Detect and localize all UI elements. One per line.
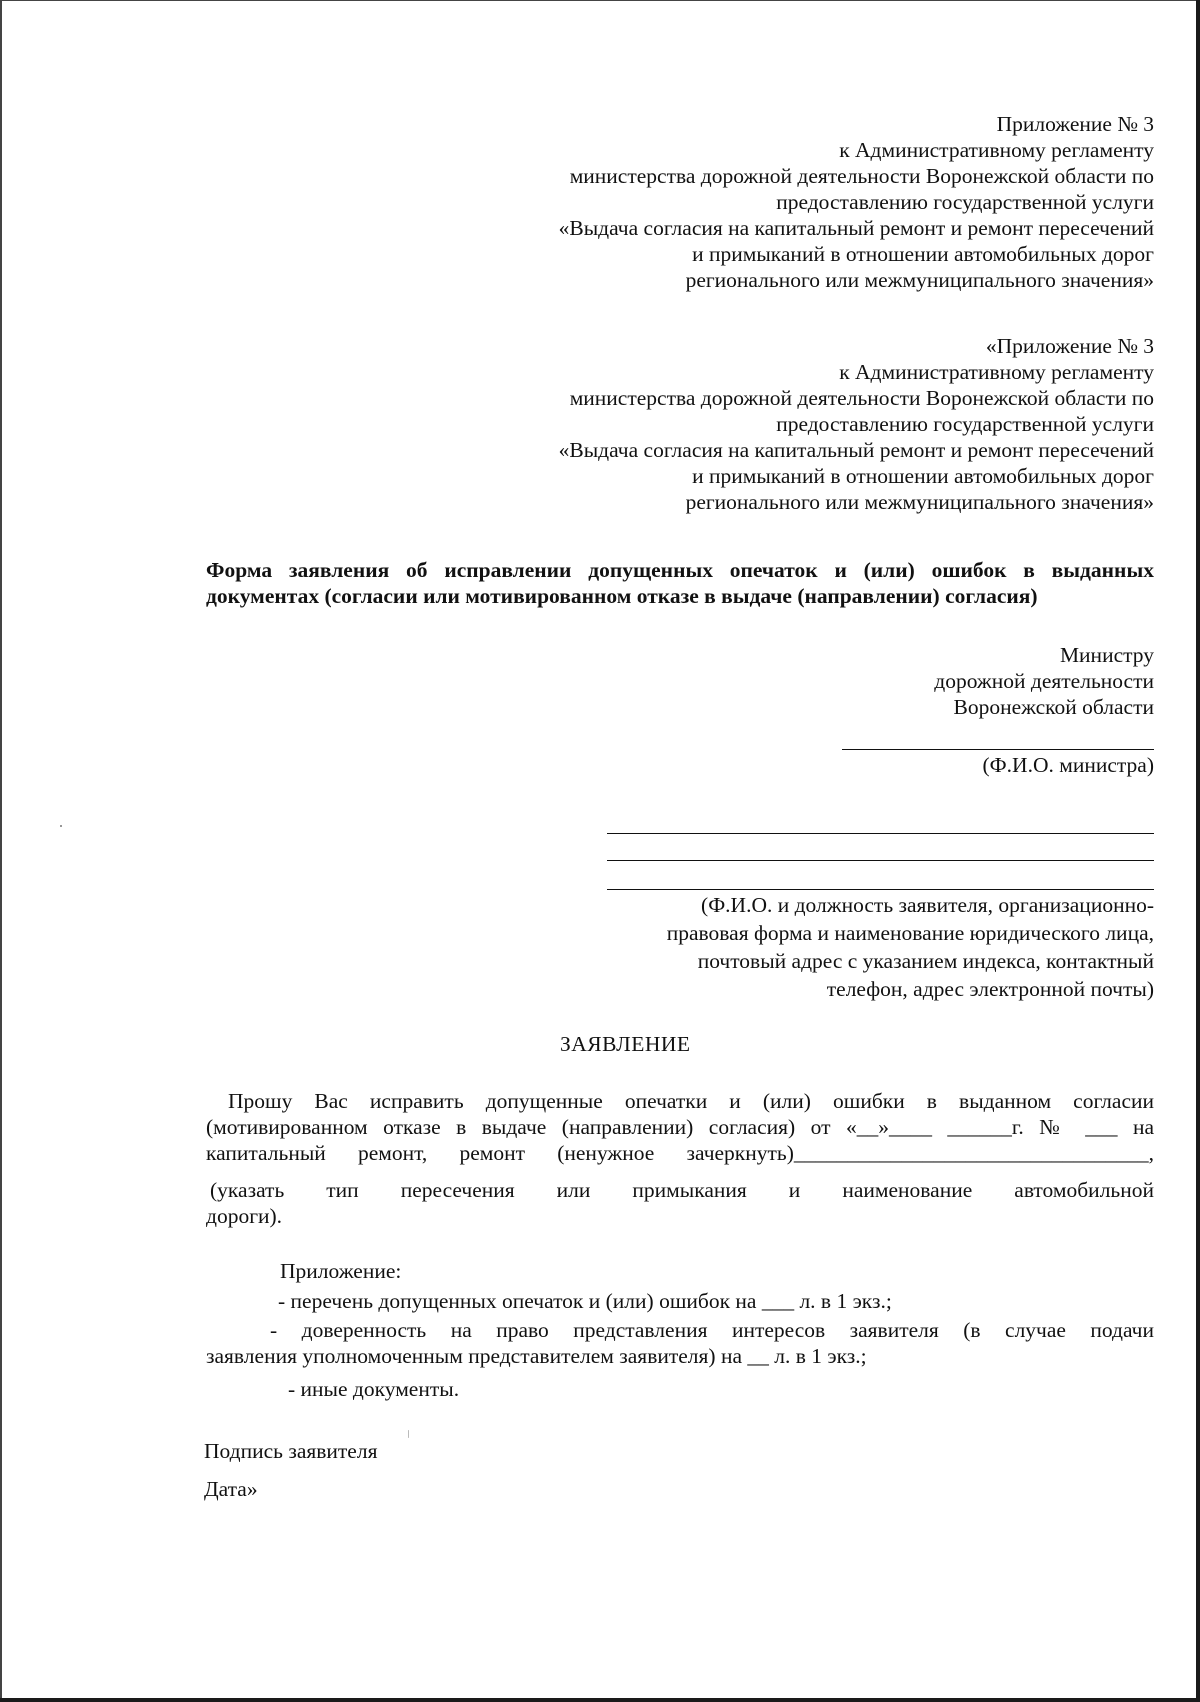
appendix-reference-line: к Административному регламенту <box>839 360 1154 384</box>
applicant-caption-line: правовая форма и наименование юридического лица, <box>666 921 1154 945</box>
appendix-reference-line: и примыканий в отношении автомобильных дорог <box>692 464 1154 488</box>
attachment-item <box>206 1317 1154 1369</box>
paragraph-line: Прошу Вас исправить допущенные опечатки и (или) ошибки в выданном согласии <box>228 1089 1154 1113</box>
scan-border-right <box>1196 0 1200 1702</box>
appendix-reference-line: «Выдача согласия на капитальный ремонт и ремонт пересечений <box>558 438 1154 462</box>
scan-border-bottom <box>0 1698 1200 1702</box>
appendix-reference-line: регионального или межмуниципального значения» <box>685 268 1154 292</box>
minister-name-field-line <box>842 749 1154 750</box>
paragraph-line: дороги). <box>206 1204 283 1228</box>
addressee-line: Воронежской области <box>953 695 1154 719</box>
appendix-reference-line: и примыканий в отношении автомобильных дорог <box>692 242 1154 266</box>
form-title <box>206 557 1154 609</box>
paragraph-line: (мотивированном отказе в выдаче (направлении) согласия) от «__»____ ______г. № ___ на <box>206 1115 1154 1139</box>
form-title-line: Форма заявления об исправлении допущенных опечаток и (или) ошибок в выданных <box>206 558 1154 582</box>
appendix-reference-line: регионального или межмуниципального значения» <box>685 490 1154 514</box>
addressee-block <box>700 642 1154 720</box>
type-paragraph <box>206 1177 1154 1229</box>
paragraph-line: (указать тип пересечения или примыкания и наименование автомобильной <box>210 1178 1154 1202</box>
appendix-reference-line: к Административному регламенту <box>839 138 1154 162</box>
appendix-reference-line: предоставлению государственной услуги <box>776 412 1154 436</box>
applicant-caption <box>560 891 1154 1003</box>
applicant-caption-line: (Ф.И.О. и должность заявителя, организационно- <box>701 893 1154 917</box>
date-label: Дата» <box>204 1477 258 1501</box>
applicant-caption-line: телефон, адрес электронной почты) <box>826 977 1154 1001</box>
attachment-item: - перечень допущенных опечаток и (или) ошибок на ___ л. в 1 экз.; <box>278 1289 892 1313</box>
document-heading: ЗАЯВЛЕНИЕ <box>560 1032 691 1056</box>
addressee-line: Министру <box>1059 643 1154 667</box>
applicant-field-line <box>607 833 1154 834</box>
appendix-reference-line: предоставлению государственной услуги <box>776 190 1154 214</box>
signature-label: Подпись заявителя <box>204 1439 378 1463</box>
applicant-field-line <box>607 889 1154 890</box>
appendix-reference-line: министерства дорожной деятельности Воронежской области по <box>569 386 1154 410</box>
scan-border-left <box>0 0 2 1702</box>
form-title-line: документах (согласии или мотивированном отказе в выдаче (направлении) согласия) <box>206 584 1038 608</box>
quoted-appendix-reference-block <box>440 333 1154 515</box>
appendix-reference-block <box>440 111 1154 293</box>
appendix-reference-line: министерства дорожной деятельности Воронежской области по <box>569 164 1154 188</box>
appendix-reference-line: «Приложение № 3 <box>985 334 1154 358</box>
request-paragraph <box>206 1088 1154 1166</box>
attachments-title: Приложение: <box>280 1259 402 1283</box>
attachment-item: - иные документы. <box>288 1377 460 1401</box>
applicant-field-line <box>607 860 1154 861</box>
paragraph-line: - доверенность на право представления интересов заявителя (в случае подачи <box>270 1318 1154 1342</box>
applicant-caption-line: почтовый адрес с указанием индекса, контактный <box>697 949 1154 973</box>
scan-speck <box>60 825 62 827</box>
scan-speck <box>408 1430 409 1438</box>
paragraph-line: заявления уполномоченным представителем заявителя) на __ л. в 1 экз.; <box>206 1344 867 1368</box>
appendix-reference-line: Приложение № 3 <box>996 112 1154 136</box>
minister-name-caption: (Ф.И.О. министра) <box>982 753 1154 777</box>
addressee-line: дорожной деятельности <box>934 669 1154 693</box>
scan-border-top <box>0 0 1200 1</box>
paragraph-line: капитальный ремонт, ремонт (ненужное зачеркнуть)_________________________________, <box>206 1141 1154 1165</box>
appendix-reference-line: «Выдача согласия на капитальный ремонт и ремонт пересечений <box>558 216 1154 240</box>
